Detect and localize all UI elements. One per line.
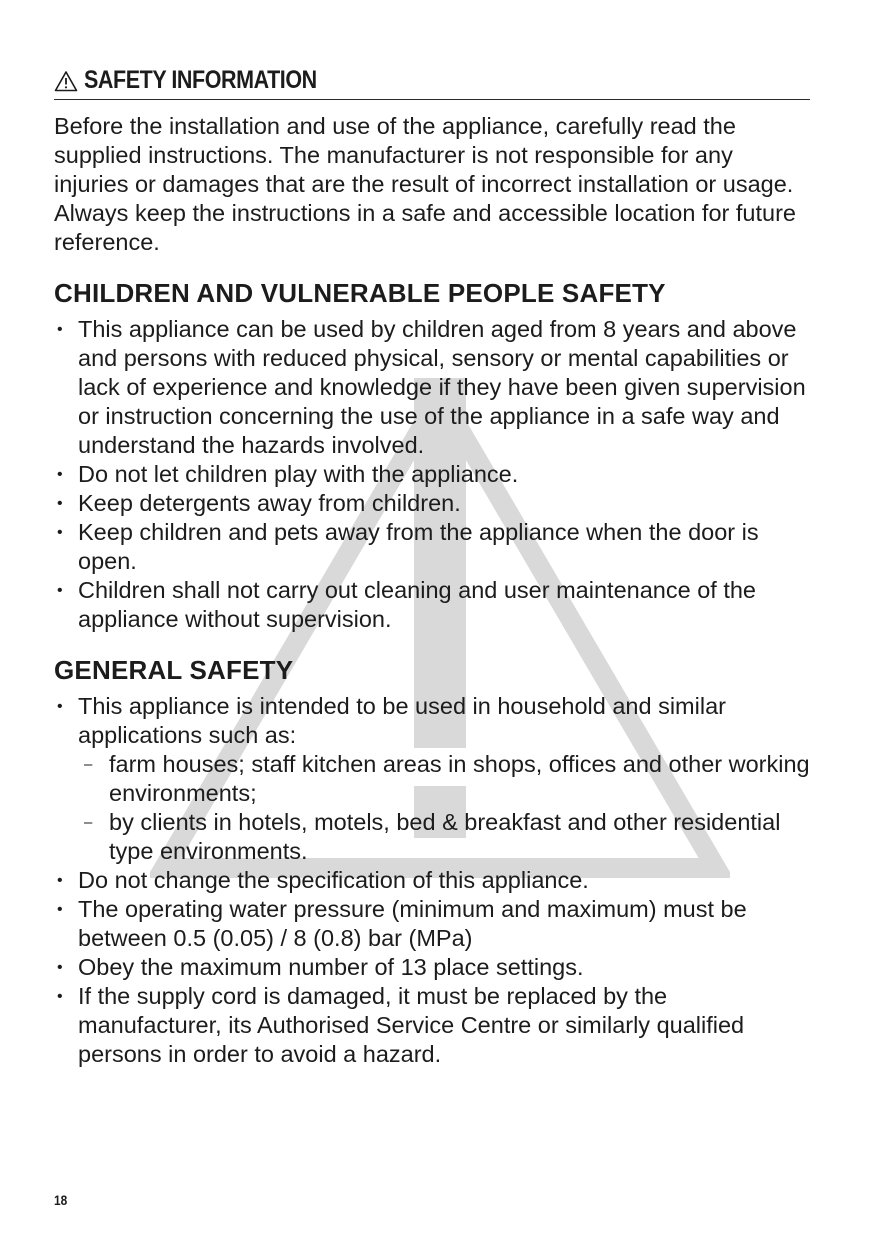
- section-header: [54, 66, 810, 100]
- bullet-icon: •: [57, 466, 63, 483]
- page-number: 18: [54, 1192, 68, 1208]
- dash-icon: –: [84, 814, 93, 831]
- bullet-icon: •: [57, 495, 63, 512]
- list-item: • Keep children and pets away from the appliance when the door is open.: [57, 519, 759, 574]
- list-item: • Do not let children play with the appliance.: [57, 461, 519, 487]
- page-title: SAFETY INFORMATION: [84, 66, 317, 94]
- bullet-icon: •: [57, 988, 63, 1005]
- children-safety-list: [54, 315, 810, 634]
- bullet-icon: •: [57, 959, 63, 976]
- bullet-icon: •: [57, 582, 63, 599]
- list-item: • Do not change the specification of this appliance.: [57, 867, 589, 893]
- page-content: [54, 66, 810, 1069]
- general-safety-heading: GENERAL SAFETY: [54, 655, 294, 685]
- dash-icon: –: [84, 756, 93, 773]
- sub-list: [78, 750, 810, 866]
- bullet-icon: •: [57, 321, 63, 338]
- bullet-icon: •: [57, 872, 63, 889]
- list-item: • If the supply cord is damaged, it must be replaced by the manufacturer, its Authorised Service Centre or similarly qualified persons in order to avoid a hazard.: [57, 983, 745, 1067]
- list-item: • This appliance is intended to be used in household and similar applications such as: – farm houses; staff kitchen areas in shops, offices and other working environments; – by clients in hotels, motels, bed & breakfast and other residential type environments.: [57, 693, 810, 864]
- sub-list-item: – by clients in hotels, motels, bed & breakfast and other residential type environments.: [84, 809, 781, 864]
- intro-paragraph: Before the installation and use of the appliance, carefully read the supplied instructions. The manufacturer is not responsible for any injuries or damages that are the result of incorrect installation or usage. Always keep the instructions in a safe and accessible location for future reference.: [54, 113, 796, 255]
- list-item: • This appliance can be used by children aged from 8 years and above and persons with reduced physical, sensory or mental capabilities or lack of experience and knowledge if they have been given supervision or instruction concerning the use of the appliance in a safe way and understand the hazards involved.: [57, 316, 806, 458]
- list-item: • The operating water pressure (minimum and maximum) must be between 0.5 (0.05) / 8 (0.8) bar (MPa): [57, 896, 747, 951]
- list-item: • Obey the maximum number of 13 place settings.: [57, 954, 584, 980]
- general-safety-list: [54, 692, 810, 1069]
- bullet-icon: •: [57, 524, 63, 541]
- list-item: • Children shall not carry out cleaning and user maintenance of the appliance without supervision.: [57, 577, 756, 632]
- sub-list-item: – farm houses; staff kitchen areas in shops, offices and other working environments;: [84, 751, 810, 806]
- list-item: • Keep detergents away from children.: [57, 490, 461, 516]
- bullet-icon: •: [57, 698, 63, 715]
- warning-triangle-icon: [54, 70, 78, 92]
- children-safety-heading: CHILDREN AND VULNERABLE PEOPLE SAFETY: [54, 278, 666, 308]
- bullet-icon: •: [57, 901, 63, 918]
